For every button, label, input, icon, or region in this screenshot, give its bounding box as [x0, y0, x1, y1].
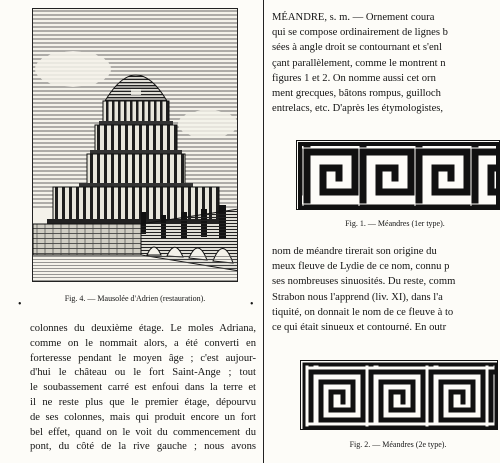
text-line: comme on le nommait alors, a été converti en — [30, 337, 256, 349]
figure-caption: Fig. 4. — Mausolée d'Adrien (restauration). — [64, 294, 206, 303]
text-line: ses nombreuses sinuosités. Du reste, comm — [272, 276, 456, 288]
meander-figure-2 — [300, 360, 498, 430]
text-line: bel effet, quand on le voit du commencement du — [30, 426, 256, 438]
left-body-text — [30, 322, 256, 455]
mausoleum-illustration — [33, 9, 238, 282]
text-line: entrelacs, etc. D'après les étymologistes, — [272, 103, 444, 115]
text-line: Strabon nous l'apprend (liv. XI), dans l'a — [272, 291, 443, 303]
text-line: sées à angle droit se contournant et s'enl — [272, 42, 442, 54]
meander-pattern-2 — [301, 361, 498, 430]
text-line: çant parallèlement, comme le montrent n — [272, 57, 446, 69]
bullet-mark: • — [18, 299, 22, 310]
meander-figure-1 — [296, 140, 500, 210]
text-line: d'hui le château ou le fort Saint-Ange ; tout — [30, 367, 256, 379]
text-line: ment grecques, bâtons rompus, guilloch — [272, 87, 441, 99]
text-line: tiquité, on donnait le nom de ce fleuve à to — [272, 306, 454, 318]
text-line: meux fleuve de Lydie de ce nom, connu p — [272, 261, 450, 273]
meander-pattern-1 — [297, 141, 500, 210]
text-line: qui se compose ordinairement de lignes b — [272, 27, 448, 39]
text-line: forteresse pendant le moyen âge ; c'est aujour- — [30, 352, 256, 364]
text-line: le soubassement carré est enfoui dans la terre et — [30, 382, 256, 394]
text-line: figures 1 et 2. On nomme aussi cet orn — [272, 72, 436, 84]
text-line: ce qui était sinueux et contourné. En outr — [272, 321, 447, 333]
figure-2-caption: Fig. 2. — Méandres (2e type). — [349, 440, 447, 449]
column-rule — [263, 0, 264, 463]
bullet-mark: • — [250, 299, 254, 310]
right-body-text-mid — [272, 244, 500, 335]
mausoleum-engraving — [32, 8, 238, 282]
text-line: nom de méandre tirerait son origine du — [272, 246, 437, 257]
text-line: de ses colonnes, mais qui produit encore un fort — [30, 411, 256, 423]
figure-1-caption: Fig. 1. — Méandres (1er type). — [345, 219, 445, 228]
right-body-text-top — [272, 10, 500, 116]
text-line: pont, du côté de la rive gauche ; nous avons — [30, 441, 256, 453]
text-line: MÉANDRE, s. m. — Ornement coura — [272, 12, 435, 23]
text-line: il ne reste plus que le premier étage, dépourvu — [30, 396, 256, 408]
text-line: colonnes du deuxième étage. Le moles Adriana, — [30, 323, 256, 334]
figure-mark: o — [298, 200, 301, 206]
